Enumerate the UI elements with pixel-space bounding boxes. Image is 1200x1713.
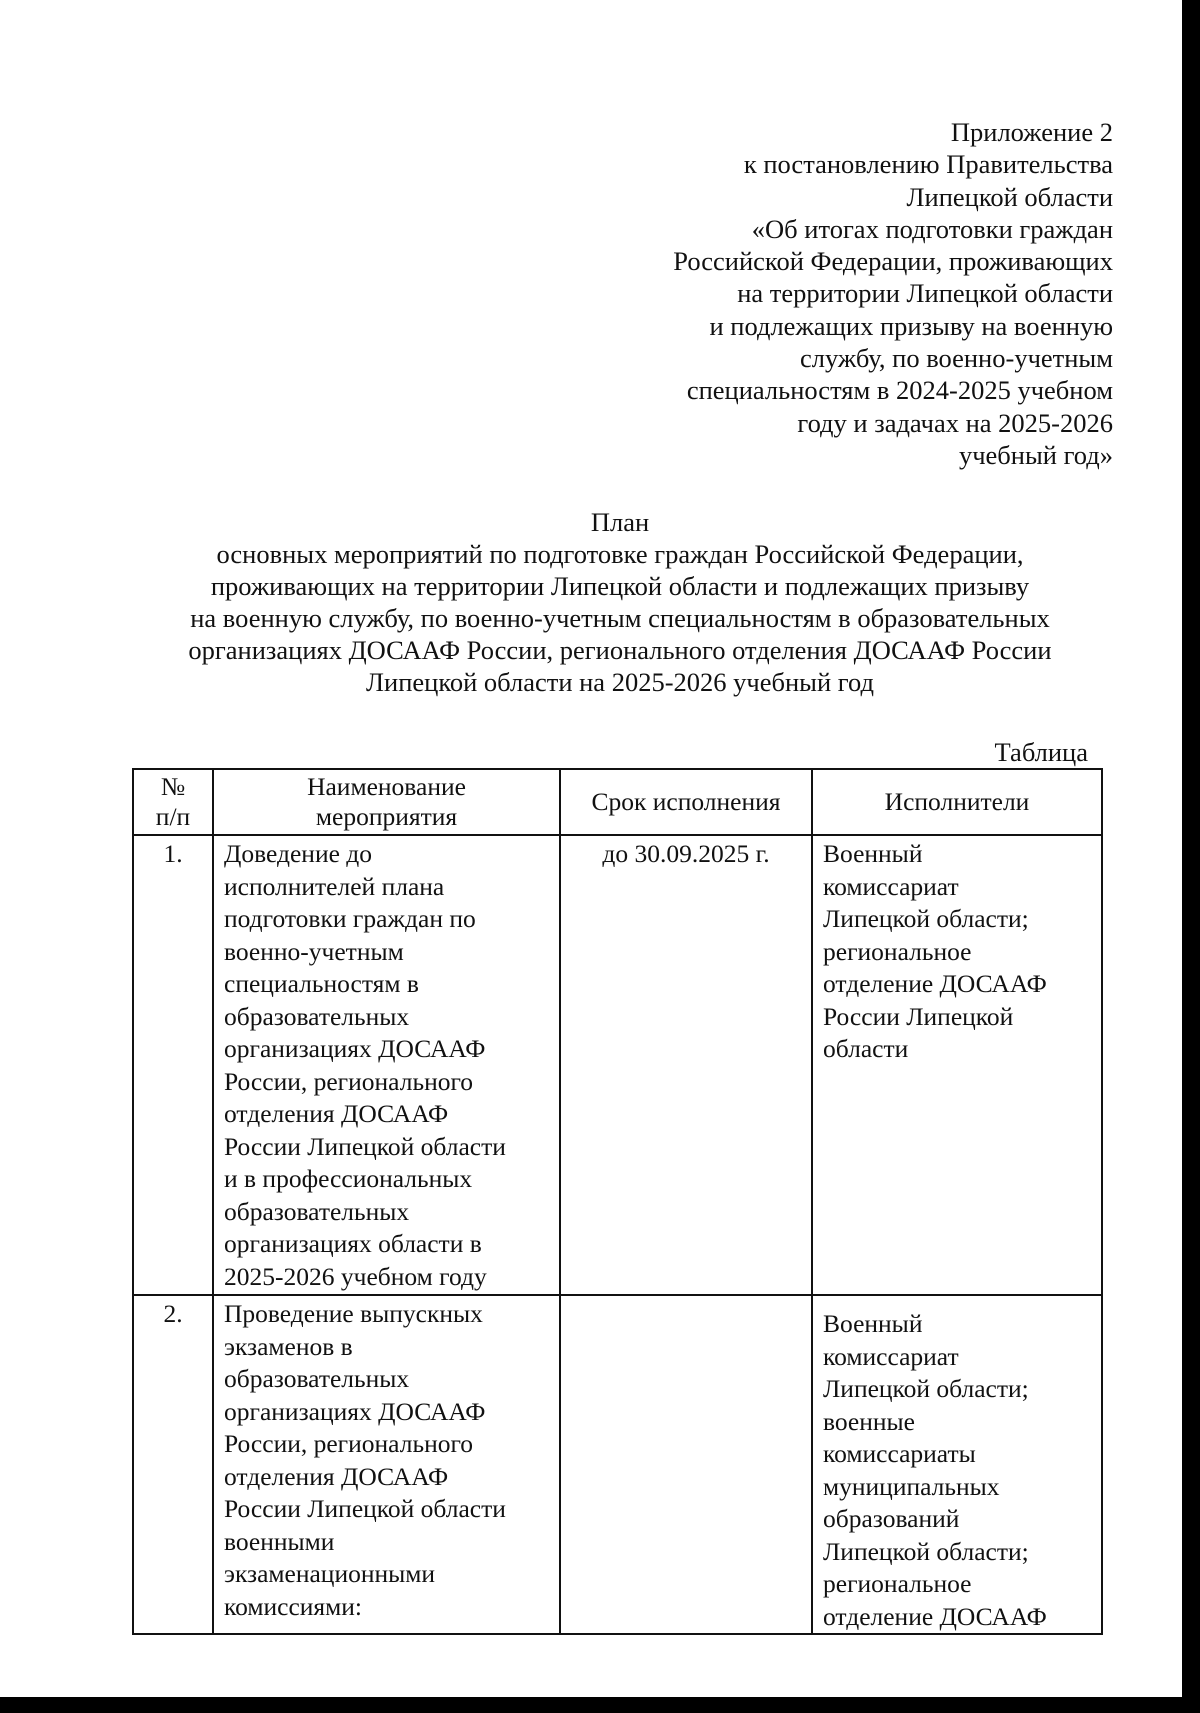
- header-num-line: п/п: [155, 802, 191, 831]
- event-name-line: отделения ДОСААФ: [224, 1461, 449, 1491]
- event-name-line: военными: [224, 1526, 335, 1556]
- plan-subtitle-line: организациях ДОСААФ России, регионального отделения ДОСААФ России: [188, 635, 1052, 665]
- plan-subtitle-line: основных мероприятий по подготовке граждан Российской Федерации,: [216, 539, 1024, 569]
- appendix-line: «Об итогах подготовки граждан: [751, 213, 1113, 244]
- event-name-line: России, регионального: [224, 1066, 474, 1096]
- executor-line: Военный: [823, 839, 923, 868]
- executor-line: региональное: [823, 1569, 972, 1598]
- event-name-line: России, регионального: [224, 1429, 474, 1458]
- event-name-line: комиссиями:: [224, 1591, 363, 1621]
- header-name: [213, 769, 560, 835]
- appendix-line: и подлежащих призыву на военную: [709, 310, 1113, 341]
- table-header-row: [133, 769, 1102, 835]
- executor-line: образований: [823, 1504, 960, 1533]
- executor-line: комиссариаты: [823, 1439, 976, 1468]
- appendix-line: к постановлению Правительства: [743, 149, 1113, 180]
- table-row: [133, 1295, 1102, 1634]
- header-executors: Исполнители: [812, 769, 1102, 835]
- executor-line: комиссариат: [823, 1341, 959, 1371]
- plan-title: План: [590, 507, 650, 537]
- row-deadline: [560, 1295, 812, 1634]
- header-name-line: мероприятия: [315, 802, 458, 831]
- appendix-line: Российской Федерации, проживающих: [673, 246, 1113, 277]
- appendix-line: году и задачах на 2025-2026: [797, 407, 1113, 438]
- executor-line: военные: [823, 1406, 915, 1436]
- plan-subtitle-line: на военную службу, по военно-учетным специальностям в образовательных: [190, 603, 1050, 633]
- event-name-line: организациях ДОСААФ: [224, 1034, 486, 1063]
- header-num-line: №: [160, 772, 186, 801]
- scan-bottom-border: [0, 1697, 1200, 1713]
- table-caption: Таблица: [994, 737, 1088, 767]
- appendix-line: на территории Липецкой области: [737, 278, 1113, 309]
- row-event-name: [213, 1295, 560, 1634]
- executor-line: [823, 1298, 1093, 1308]
- appendix-line: службу, по военно-учетным: [799, 343, 1113, 374]
- executor-line: Липецкой области;: [823, 1536, 1029, 1566]
- plan-heading: [120, 506, 1120, 698]
- event-name-line: исполнителей плана: [224, 871, 445, 901]
- plan-subtitle-line: Липецкой области на 2025-2026 учебный год: [366, 667, 874, 697]
- appendix-header: [553, 116, 1113, 471]
- executor-line: муниципальных: [823, 1471, 1000, 1501]
- plan-table: [132, 768, 1103, 1635]
- event-name-line: подготовки граждан по: [224, 904, 476, 933]
- plan-subtitle-line: проживающих на территории Липецкой области и подлежащих призыву: [210, 571, 1030, 601]
- row-number: 2.: [133, 1295, 213, 1634]
- appendix-line: Липецкой области: [906, 181, 1113, 212]
- executor-line: области: [823, 1034, 909, 1063]
- row-executors: [812, 835, 1102, 1295]
- header-name-line: Наименование: [307, 772, 466, 801]
- event-name-line: специальностям в: [224, 969, 419, 998]
- event-name-line: организациях области в: [224, 1229, 482, 1258]
- header-deadline: Срок исполнения: [560, 769, 812, 835]
- event-name-line: образовательных: [224, 1196, 410, 1226]
- row-executors: [812, 1295, 1102, 1634]
- appendix-line: Приложение 2: [950, 117, 1113, 147]
- executor-line: отделение ДОСААФ: [823, 1601, 1047, 1631]
- event-name-line: экзаменов в: [224, 1331, 353, 1361]
- row-deadline: до 30.09.2025 г.: [560, 835, 812, 1295]
- event-name-line: Доведение до: [224, 839, 373, 868]
- executor-line: России Липецкой: [823, 1001, 1014, 1031]
- row-number: 1.: [133, 835, 213, 1295]
- scan-right-border: [1182, 0, 1200, 1713]
- appendix-line: специальностям в 2024-2025 учебном: [686, 375, 1113, 406]
- row-event-name: [213, 835, 560, 1295]
- table-row: [133, 835, 1102, 1295]
- event-name-line: России Липецкой области: [224, 1494, 506, 1523]
- executor-line: региональное: [823, 936, 972, 966]
- event-name-line: образовательных: [224, 1001, 410, 1031]
- executor-line: Липецкой области;: [823, 904, 1029, 933]
- executor-line: комиссариат: [823, 871, 959, 901]
- event-name-line: экзаменационными: [224, 1559, 436, 1588]
- appendix-line: учебный год»: [958, 439, 1113, 470]
- event-name-line: России Липецкой области: [224, 1131, 506, 1161]
- event-name-line: организациях ДОСААФ: [224, 1396, 486, 1426]
- event-name-line: отделения ДОСААФ: [224, 1099, 449, 1128]
- event-name-line: и в профессиональных: [224, 1164, 473, 1193]
- header-num: [133, 769, 213, 835]
- event-name-line: 2025-2026 учебном году: [224, 1261, 487, 1291]
- event-name-line: Проведение выпускных: [224, 1299, 483, 1328]
- event-name-line: военно-учетным: [224, 936, 404, 966]
- event-name-line: образовательных: [224, 1364, 410, 1393]
- executor-line: отделение ДОСААФ: [823, 969, 1047, 998]
- executor-line: Липецкой области;: [823, 1374, 1029, 1403]
- executor-line: Военный: [823, 1309, 923, 1338]
